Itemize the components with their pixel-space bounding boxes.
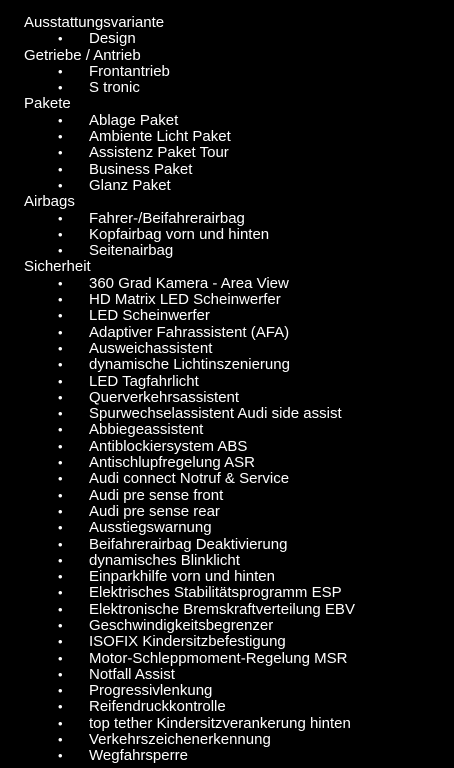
bullet-icon: • [58, 650, 63, 666]
list-item-label: Verkehrszeichenerkennung [89, 731, 271, 749]
list-item [24, 504, 454, 520]
list-item [24, 667, 454, 683]
list-item [24, 716, 454, 732]
list-item-label: Frontantrieb [89, 62, 170, 80]
list-item-label: Ambiente Licht Paket [89, 128, 231, 146]
list-item [24, 455, 454, 471]
list-item [24, 520, 454, 536]
feature-list [24, 211, 454, 260]
list-item-label: LED Scheinwerfer [89, 307, 210, 325]
list-item [24, 699, 454, 715]
list-item-label: Notfall Assist [89, 665, 175, 683]
bullet-icon: • [58, 226, 63, 242]
feature-list [24, 276, 454, 765]
bullet-icon: • [58, 340, 63, 356]
list-item [24, 31, 454, 47]
list-item [24, 488, 454, 504]
list-item [24, 227, 454, 243]
bullet-icon: • [58, 617, 63, 633]
list-item-label: Abbiegeassistent [89, 421, 204, 439]
list-item [24, 276, 454, 292]
list-item-label: Antiblockiersystem ABS [89, 437, 248, 455]
feature-list [24, 31, 454, 47]
list-item-label: Motor-Schleppmoment-Regelung MSR [89, 649, 348, 667]
list-item [24, 748, 454, 764]
list-item [24, 162, 454, 178]
bullet-icon: • [58, 683, 63, 699]
bullet-icon: • [58, 520, 63, 536]
list-item-label: Audi connect Notruf & Service [89, 470, 290, 488]
bullet-icon: • [58, 438, 63, 454]
list-item [24, 618, 454, 634]
list-item [24, 292, 454, 308]
bullet-icon: • [58, 455, 63, 471]
list-item-label: Ausweichassistent [89, 339, 213, 357]
list-item-label: Audi pre sense rear [89, 502, 220, 520]
list-item-label: ISOFIX Kindersitzbefestigung [89, 633, 286, 651]
bullet-icon: • [58, 406, 63, 422]
section-heading: Pakete [24, 95, 71, 113]
list-item [24, 683, 454, 699]
list-item-label: Progressivlenkung [89, 682, 213, 700]
list-item-label: Fahrer-/Beifahrerairbag [89, 209, 245, 227]
list-item-label: 360 Grad Kamera - Area View [89, 274, 289, 292]
list-item [24, 211, 454, 227]
bullet-icon: • [58, 536, 63, 552]
bullet-icon: • [58, 275, 63, 291]
list-item-label: Antischlupfregelung ASR [89, 454, 255, 472]
bullet-icon: • [58, 292, 63, 308]
list-item-label: Geschwindigkeitsbegrenzer [89, 616, 274, 634]
section-heading: Getriebe / Antrieb [24, 46, 141, 64]
list-item-label: Reifendruckkontrolle [89, 698, 226, 716]
list-item-label: dynamisches Blinklicht [89, 551, 240, 569]
list-item [24, 178, 454, 194]
list-item-label: Adaptiver Fahrassistent (AFA) [89, 323, 290, 341]
bullet-icon: • [58, 177, 63, 193]
bullet-icon: • [58, 324, 63, 340]
list-item [24, 732, 454, 748]
list-item-label: Ablage Paket [89, 111, 179, 129]
list-item-label: Assistenz Paket Tour [89, 144, 229, 162]
list-item [24, 585, 454, 601]
list-item [24, 471, 454, 487]
list-item [24, 357, 454, 373]
section-heading: Sicherheit [24, 258, 91, 276]
bullet-icon: • [58, 357, 63, 373]
list-item [24, 64, 454, 80]
list-item-label: top tether Kindersitzverankerung hinten [89, 714, 351, 732]
list-item-label: Einparkhilfe vorn und hinten [89, 568, 275, 586]
bullet-icon: • [58, 145, 63, 161]
list-item-label: Glanz Paket [89, 176, 171, 194]
list-item [24, 422, 454, 438]
bullet-icon: • [58, 732, 63, 748]
list-item [24, 634, 454, 650]
bullet-icon: • [58, 129, 63, 145]
list-item-label: Spurwechselassistent Audi side assist [89, 405, 342, 423]
list-item [24, 129, 454, 145]
list-item [24, 341, 454, 357]
list-item [24, 325, 454, 341]
bullet-icon: • [58, 666, 63, 682]
list-item [24, 308, 454, 324]
list-item-label: HD Matrix LED Scheinwerfer [89, 291, 281, 309]
list-item [24, 80, 454, 96]
bullet-icon: • [58, 210, 63, 226]
section-heading: Airbags [24, 193, 75, 211]
list-item [24, 390, 454, 406]
bullet-icon: • [58, 161, 63, 177]
list-item-label: Kopfairbag vorn und hinten [89, 225, 270, 243]
list-item [24, 569, 454, 585]
list-item [24, 651, 454, 667]
bullet-icon: • [58, 389, 63, 405]
feature-list [24, 113, 454, 194]
list-item [24, 113, 454, 129]
bullet-icon: • [58, 112, 63, 128]
list-item-label: Querverkehrsassistent [89, 388, 240, 406]
bullet-icon: • [58, 552, 63, 568]
list-item [24, 243, 454, 259]
list-item-label: Business Paket [89, 160, 193, 178]
bullet-icon: • [58, 243, 63, 259]
list-item [24, 602, 454, 618]
bullet-icon: • [58, 31, 63, 47]
bullet-icon: • [58, 422, 63, 438]
bullet-icon: • [58, 601, 63, 617]
list-item [24, 439, 454, 455]
list-item-label: Wegfahrsperre [89, 747, 188, 765]
bullet-icon: • [58, 748, 63, 764]
list-item-label: LED Tagfahrlicht [89, 372, 199, 390]
bullet-icon: • [58, 80, 63, 96]
section-heading: Ausstattungsvariante [24, 14, 165, 31]
list-item-label: Audi pre sense front [89, 486, 224, 504]
list-item-label: S tronic [89, 79, 140, 97]
bullet-icon: • [58, 585, 63, 601]
bullet-icon: • [58, 308, 63, 324]
bullet-icon: • [58, 634, 63, 650]
bullet-icon: • [58, 471, 63, 487]
list-item [24, 374, 454, 390]
bullet-icon: • [58, 699, 63, 715]
list-item-label: Seitenairbag [89, 242, 174, 260]
bullet-icon: • [58, 63, 63, 79]
feature-list [24, 64, 454, 97]
list-item [24, 553, 454, 569]
list-item-label: Design [89, 30, 136, 48]
bullet-icon: • [58, 487, 63, 503]
bullet-icon: • [58, 373, 63, 389]
bullet-icon: • [58, 569, 63, 585]
list-item-label: dynamische Lichtinszenierung [89, 356, 290, 374]
bullet-icon: • [58, 503, 63, 519]
list-item [24, 406, 454, 422]
bullet-icon: • [58, 715, 63, 731]
list-item-label: Beifahrerairbag Deaktivierung [89, 535, 288, 553]
list-item-label: Ausstiegswarnung [89, 519, 212, 537]
list-item [24, 145, 454, 161]
list-item [24, 537, 454, 553]
list-item-label: Elektrisches Stabilitätsprogramm ESP [89, 584, 342, 602]
list-item-label: Elektronische Bremskraftverteilung EBV [89, 600, 355, 618]
